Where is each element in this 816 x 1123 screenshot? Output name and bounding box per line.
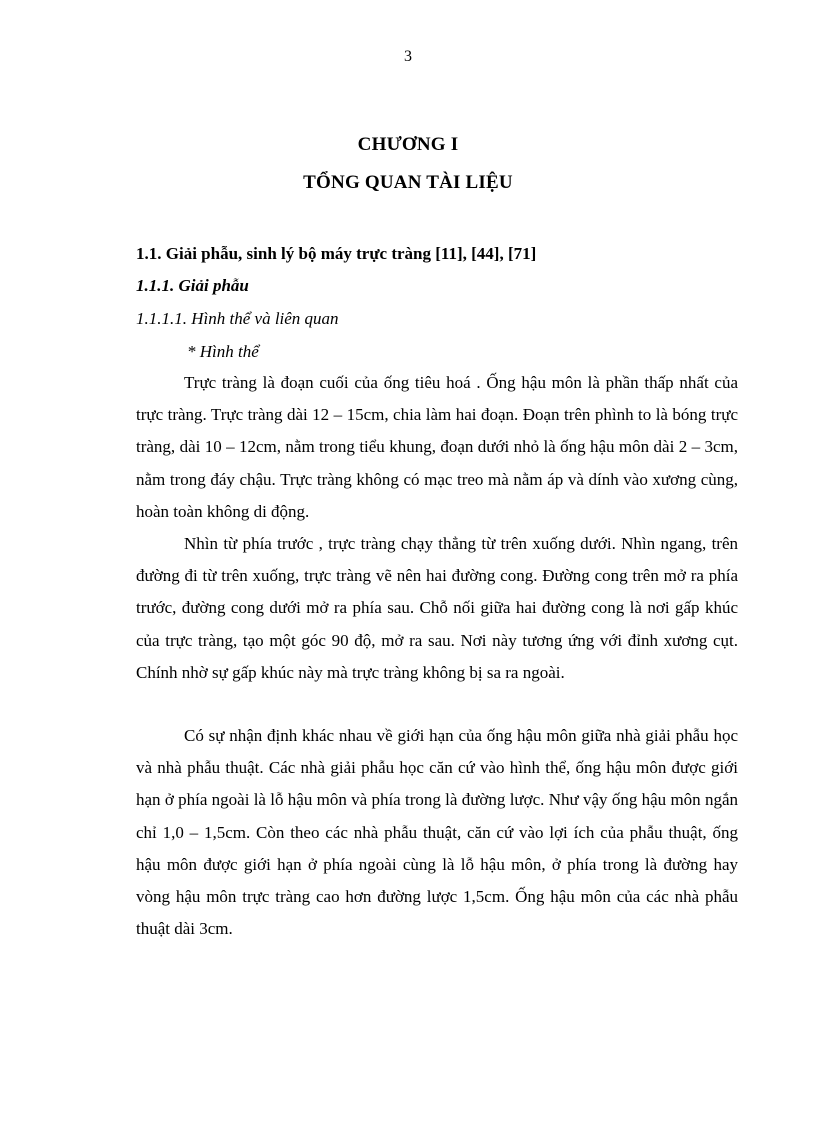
subsection-heading: 1.1.1. Giải phẫu bbox=[136, 276, 249, 295]
paragraph: Có sự nhận định khác nhau về giới hạn của ống hậu môn giữa nhà giải phẫu học và nhà phẫu thuật. Các nhà giải phẫu học căn cứ vào hình thể, ống hậu môn được giới hạn ở phía ngoài là lỗ hậu môn và phía trong là đường lược. Như vậy ống hậu môn ngắn chỉ 1,0 – 1,5cm. Còn theo các nhà phẫu thuật, căn cứ vào lợi ích của phẫu thuật, ống hậu môn được giới hạn ở phía ngoài cùng là lỗ hậu môn, ở phía trong là đường hay vòng hậu môn trực tràng cao hơn đường lược 1,5cm. Ống hậu môn của các nhà phẫu thuật dài 3cm. bbox=[136, 726, 738, 939]
subsubsection-heading: 1.1.1.1. Hình thể và liên quan bbox=[136, 309, 339, 328]
chapter-label: CHƯƠNG I bbox=[357, 134, 459, 155]
section-heading: 1.1. Giải phẫu, sinh lý bộ máy trực tràng [11], [44], [71] bbox=[136, 244, 537, 263]
page-number: 3 bbox=[404, 48, 412, 65]
chapter-title: TỔNG QUAN TÀI LIỆU bbox=[303, 172, 513, 193]
bullet-heading: * Hình thể bbox=[187, 342, 259, 361]
paragraph: Trực tràng là đoạn cuối của ống tiêu hoá . Ống hậu môn là phần thấp nhất của trực tràng. Trực tràng dài 12 – 15cm, chia làm hai đoạn. Đoạn trên phình to là bóng trực tràng, dài 10 – 12cm, nằm trong tiểu khung, đoạn dưới nhỏ là ống hậu môn dài 2 – 3cm, nằm trong đáy chậu. Trực tràng không có mạc treo mà nằm áp và dính vào xương cùng, hoàn toàn không di động. bbox=[136, 373, 738, 521]
paragraph: Nhìn từ phía trước , trực tràng chạy thẳng từ trên xuống dưới. Nhìn ngang, trên đường đi từ trên xuống, trực tràng vẽ nên hai đường cong. Đường cong trên mở ra phía trước, đường cong dưới mở ra phía sau. Chỗ nối giữa hai đường cong là nơi gấp khúc của trực tràng, tạo một góc 90 độ, mở ra sau. Nơi này tương ứng với đỉnh xương cụt. Chính nhờ sự gấp khúc này mà trực tràng không bị sa ra ngoài. bbox=[136, 534, 738, 682]
